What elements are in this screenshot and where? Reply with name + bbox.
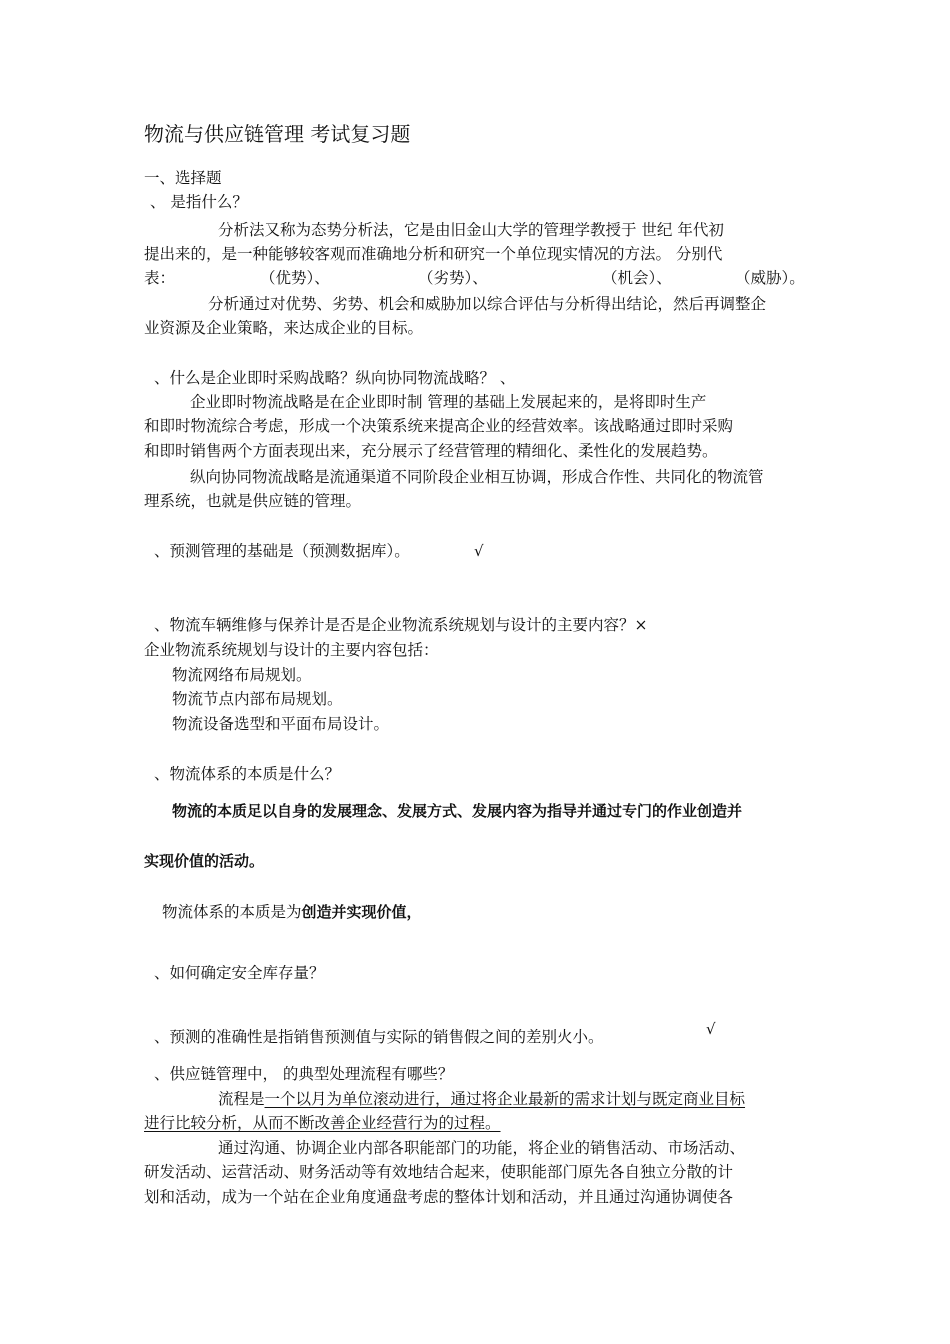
answer-8-line-1-underlined: 一个以月为单位滚动进行，通过将企业最新的需求计划与既定商业目标 [264,1090,746,1108]
summary-prefix: 物流体系的本质是为 [162,903,302,921]
list-item: 物流节点内部布局规划。 [172,690,343,708]
answer-8-line-1 [218,1089,745,1109]
list-item: 物流设备选型和平面布局设计。 [172,715,390,733]
question-6: 、如何确定安全库存量？ [154,964,325,982]
answer-8-line-1-prefix: 流程是 [218,1090,265,1108]
swot-strength: （优势）、 [260,269,330,287]
answer-2-line-5: 理系统，也就是供应链的管理。 [144,492,362,510]
list-item: 物流网络布局规划。 [172,666,312,684]
question-2: 、什么是企业即时采购战略？纵向协同物流战略？ 、 [154,369,516,387]
answer-1-line-5: 业资源及企业策略，来达成企业的目标。 [144,319,424,337]
answer-8-line-2: 进行比较分析，从而不断改善企业经营行为的过程。 [144,1114,501,1132]
swot-weakness: （劣势）、 [418,269,488,287]
question-8: 、供应链管理中， 的典型处理流程有哪些？ [154,1065,454,1083]
answer-8-line-3: 通过沟通、协调企业内部各职能部门的功能，将企业的销售活动、市场活动、 [218,1139,746,1157]
answer-5-bold-line-2: 实现价值的活动。 [144,852,265,870]
check-mark: √ [474,542,484,560]
question-3: 、预测管理的基础是（预测数据库）。 [154,542,410,560]
section-heading: 一、选择题 [144,169,222,187]
answer-2-line-4: 纵向协同物流战略是流通渠道不同阶段企业相互协调，形成合作性、共同化的物流管 [190,468,764,486]
answer-2-line-2: 和即时物流综合考虑，形成一个决策系统来提高企业的经营效率。该战略通过即时采购 [144,417,734,435]
answer-5-summary [162,902,422,923]
answer-1-line-4: 分析通过对优势、劣势、机会和威胁加以综合评估与分析得出结论，然后再调整企 [208,295,767,313]
swot-threat: （威胁）。 [735,269,805,287]
page-title: 物流与供应链管理 考试复习题 [144,122,411,146]
swot-opportunity: （机会）、 [602,269,672,287]
answer-1-line-1: 分析法又称为态势分析法，它是由旧金山大学的管理学教授于 世纪 年代初 [218,221,724,239]
answer-5-bold-line-1: 物流的本质足以自身的发展理念、发展方式、发展内容为指导并通过专门的作业创造并 [172,802,743,820]
answer-1-line-2: 提出来的，是一种能够较客观而准确地分析和研究一个单位现实情况的方法。 分别代 [144,245,723,263]
summary-emphasis: 创造并实现价值， [301,903,422,921]
question-4: 、物流车辆维修与保养计是否是企业物流系统规划与设计的主要内容？× [154,616,648,634]
question-7: 、预测的准确性是指销售预测值与实际的销售假之间的差别火小。 [154,1028,604,1046]
answer-2-line-1: 企业即时物流战略是在企业即时制 管理的基础上发展起来的，是将即时生产 [190,393,707,411]
check-mark: √ [706,1020,716,1038]
question-5: 、物流体系的本质是什么？ [154,765,341,783]
answer-2-line-3: 和即时销售两个方面表现出来，充分展示了经营管理的精细化、柔性化的发展趋势。 [144,442,718,460]
answer-4-intro: 企业物流系统规划与设计的主要内容包括： [144,641,439,659]
answer-8-line-5: 划和活动，成为一个站在企业角度通盘考虑的整体计划和活动，并且通过沟通协调使各 [144,1188,734,1206]
question-1: 、 是指什么？ [150,193,248,211]
answer-1-line-3-prefix: 表： [144,269,176,287]
answer-8-line-4: 研发活动、运营活动、财务活动等有效地结合起来，使职能部门原先各自独立分散的计 [144,1163,734,1181]
